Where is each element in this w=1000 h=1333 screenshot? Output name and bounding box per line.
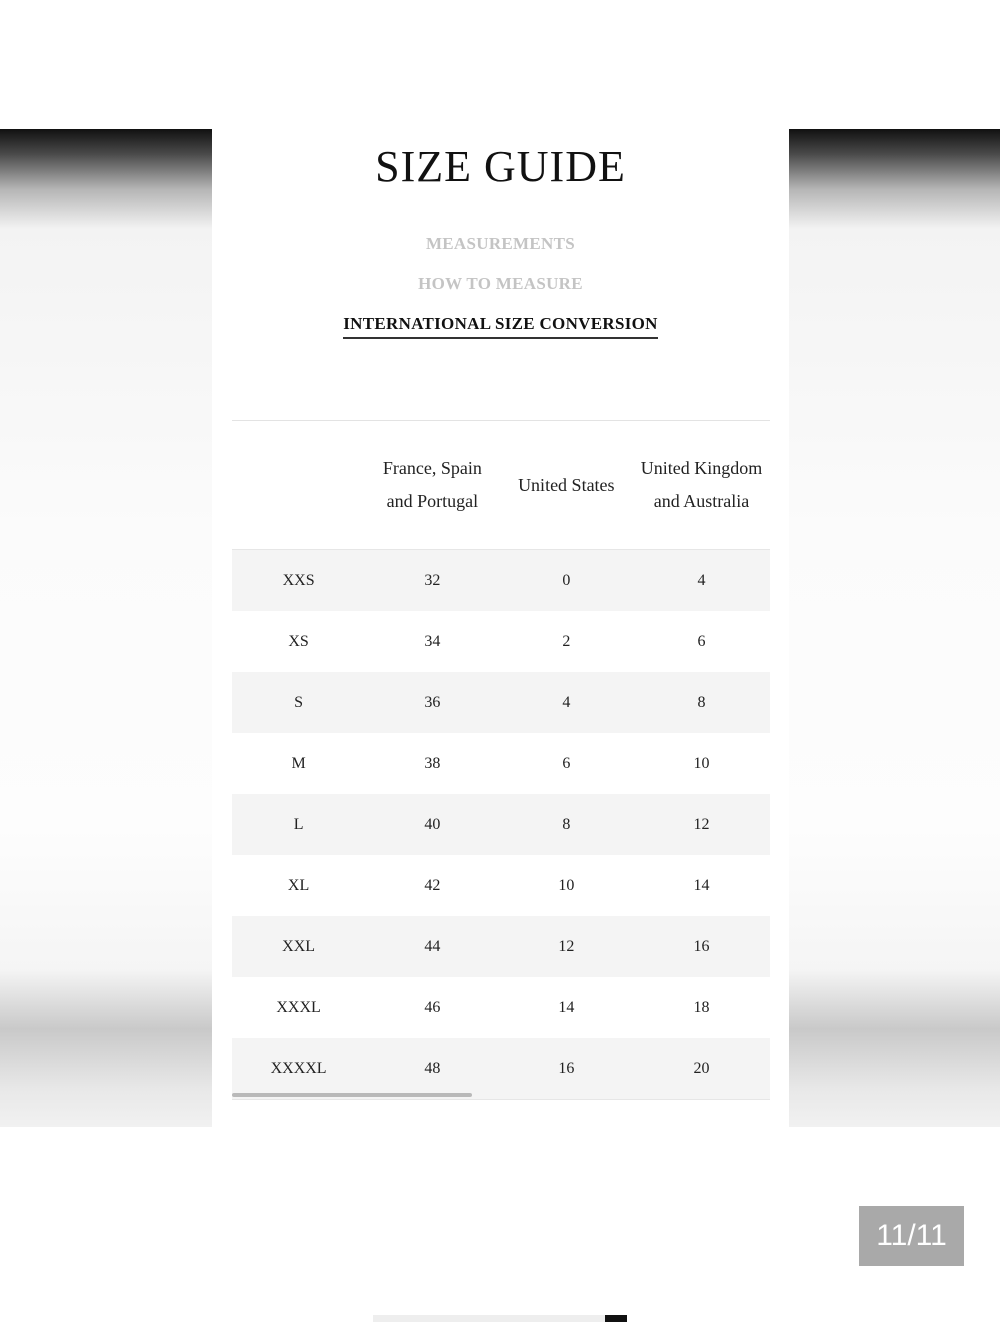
table-cell: 38: [424, 754, 441, 772]
table-cell-size: L: [232, 794, 365, 855]
page-title: SIZE GUIDE: [375, 142, 626, 191]
column-header-united-states: United States: [500, 421, 633, 550]
table-cell: 2: [562, 632, 571, 650]
table-cell: 6: [697, 632, 706, 650]
table-cell: 18: [693, 998, 710, 1016]
table-row: [232, 733, 770, 794]
table-cell: 6: [562, 754, 571, 772]
tab-measurements[interactable]: [212, 234, 789, 257]
image-counter-badge: 11/11: [859, 1206, 964, 1266]
table-cell: 36: [365, 672, 500, 733]
page-scroll-track[interactable]: [373, 1315, 627, 1322]
table-row: [232, 794, 770, 855]
table-row: [232, 916, 770, 977]
table-cell: 16: [633, 916, 770, 977]
tab-how-to-measure-label: HOW TO MEASURE: [418, 274, 583, 293]
table-cell: 10: [693, 754, 710, 772]
table-header-row: [232, 421, 770, 550]
table-cell-size: XXXXL: [232, 1038, 365, 1100]
table-row: [232, 977, 770, 1038]
table-cell: 14: [693, 876, 710, 894]
table-cell: 46: [424, 998, 441, 1016]
size-conversion-table: [232, 420, 770, 1100]
tab-international-size-conversion-label: INTERNATIONAL SIZE CONVERSION: [343, 314, 657, 339]
tab-measurements-label: MEASUREMENTS: [425, 234, 576, 253]
table-cell: 12: [633, 794, 770, 855]
table-cell: 16: [500, 1038, 633, 1100]
table-cell: 0: [500, 550, 633, 612]
table-cell: 4: [633, 550, 770, 612]
column-header-size: [232, 421, 365, 550]
table-cell-size: XL: [287, 876, 310, 894]
table-cell: 34: [424, 632, 441, 650]
previous-image-preview[interactable]: [0, 129, 212, 1127]
table-cell: 12: [500, 916, 633, 977]
table-cell: 42: [424, 876, 441, 894]
table-row: [232, 1038, 770, 1100]
table-cell: 8: [500, 794, 633, 855]
next-image-preview[interactable]: [789, 129, 1000, 1127]
table-cell-size: S: [232, 672, 365, 733]
table-cell: 40: [365, 794, 500, 855]
page-scroll-thumb[interactable]: [605, 1315, 627, 1322]
table-cell: 14: [558, 998, 575, 1016]
table-row: [232, 672, 770, 733]
table-cell: 4: [500, 672, 633, 733]
table-cell: 44: [365, 916, 500, 977]
table-row: [232, 550, 770, 612]
table-cell-size: M: [291, 754, 306, 772]
table-cell: 48: [365, 1038, 500, 1100]
column-header-uk-australia: United Kingdom and Australia: [633, 421, 770, 550]
table-row: [232, 855, 770, 916]
table-cell: 8: [633, 672, 770, 733]
tab-international-size-conversion[interactable]: [212, 314, 789, 339]
table-cell: 20: [633, 1038, 770, 1100]
table-cell-size: XXXL: [276, 998, 321, 1016]
tab-how-to-measure[interactable]: [212, 274, 789, 297]
table-cell: 10: [558, 876, 575, 894]
table-row: [232, 611, 770, 672]
table-cell: 32: [365, 550, 500, 612]
column-header-france-spain-portugal: France, Spain and Portugal: [365, 421, 500, 550]
table-cell-size: XS: [288, 632, 309, 650]
table-horizontal-scrollbar[interactable]: [232, 1093, 472, 1097]
table-cell-size: XXL: [232, 916, 365, 977]
table-cell-size: XXS: [232, 550, 365, 612]
